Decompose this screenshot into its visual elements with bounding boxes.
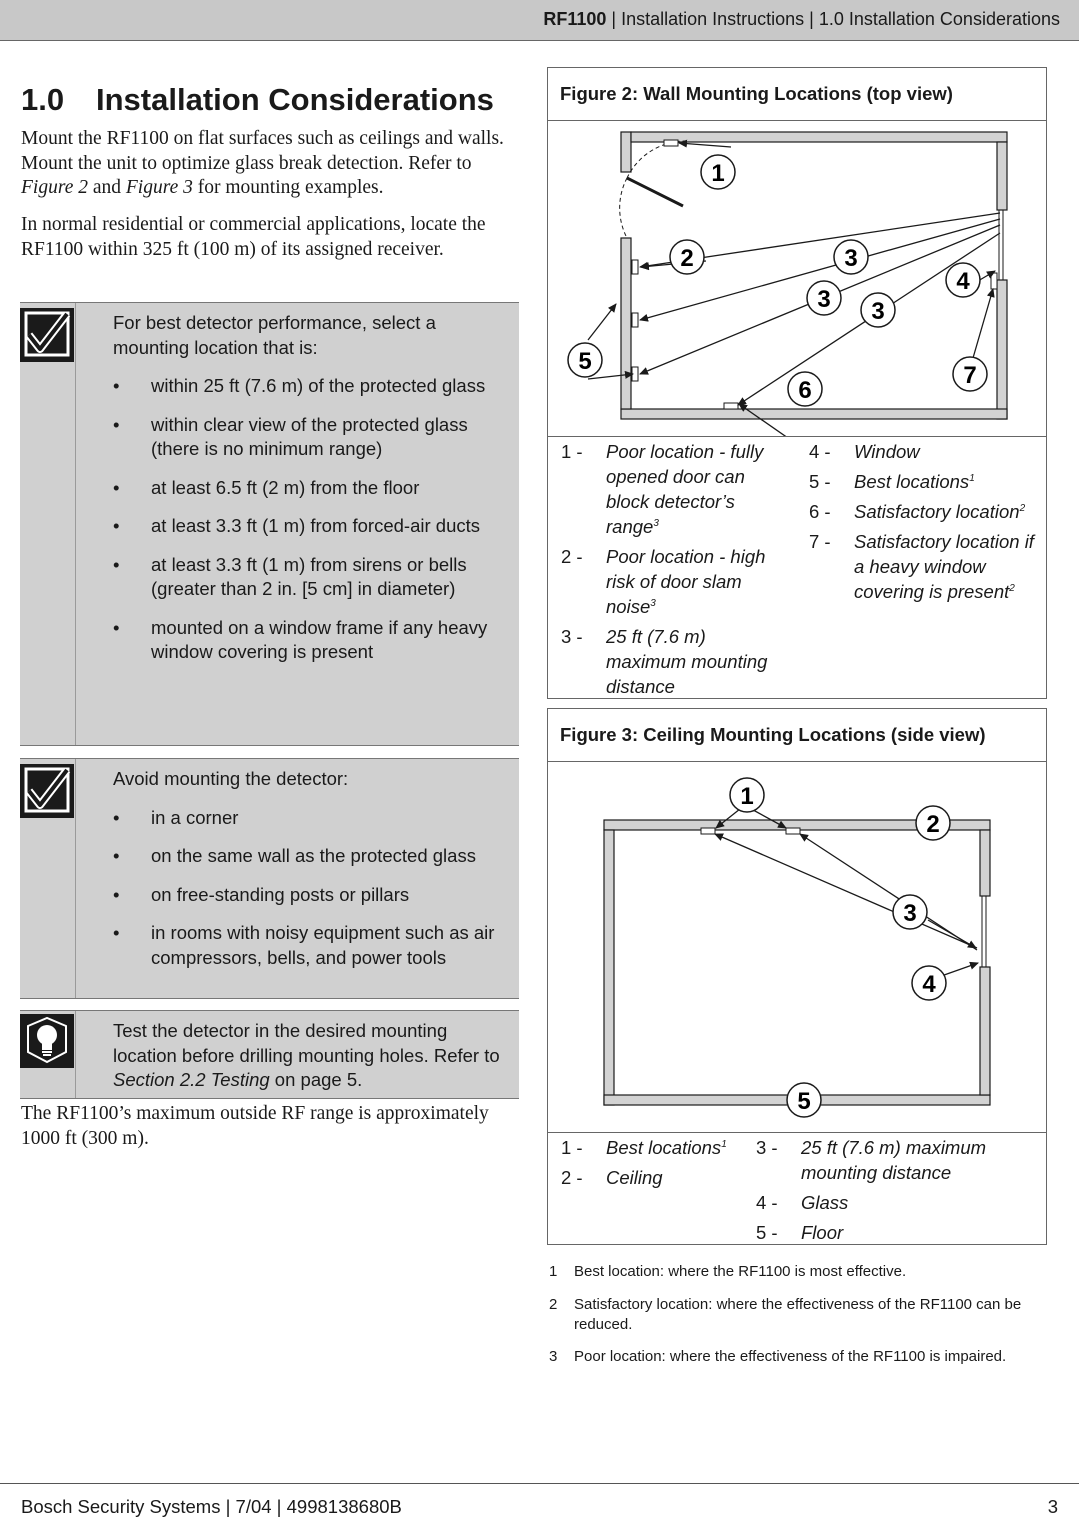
callout-2-label: 2 bbox=[680, 245, 694, 272]
legend-item bbox=[561, 544, 786, 619]
legend-item bbox=[561, 1135, 741, 1160]
callout-4-label: 4 bbox=[956, 268, 970, 295]
note-tip-text bbox=[113, 1019, 501, 1093]
callout-5 bbox=[568, 343, 602, 377]
note-tip-text-b: on page 5. bbox=[269, 1069, 363, 1090]
footnote-text: Best location: where the RF1100 is most effective. bbox=[574, 1263, 907, 1280]
legend-number: 4 - bbox=[756, 1192, 778, 1213]
list-item: • in a corner bbox=[113, 806, 501, 831]
callout-2 bbox=[916, 806, 950, 840]
list-item: • mounted on a window frame if any heavy window covering is present bbox=[113, 616, 501, 665]
callout-1-label: 1 bbox=[711, 160, 725, 187]
header-product: RF1100 bbox=[543, 9, 607, 29]
note-best-body bbox=[113, 311, 501, 679]
note-testing-tip bbox=[20, 1010, 519, 1099]
intro-p1-a: Mount the RF1100 on flat surfaces such as ceilings and walls. Mount the unit to optimize glass break detection. Refer to bbox=[21, 128, 504, 174]
divider bbox=[548, 1132, 1046, 1133]
legend-item bbox=[561, 1165, 741, 1190]
legend-text: Poor location - high risk of door slam noise bbox=[606, 546, 766, 617]
figure-2-diagram bbox=[548, 121, 1046, 436]
section-reference-link[interactable]: Section 2.2 Testing bbox=[113, 1069, 270, 1090]
list-item: • at least 6.5 ft (2 m) from the floor bbox=[113, 476, 501, 501]
callout-1 bbox=[730, 778, 764, 812]
intro-p1-b: for mounting examples. bbox=[192, 177, 384, 198]
page-number: 3 bbox=[1047, 1496, 1058, 1517]
callout-3-label: 3 bbox=[903, 900, 917, 927]
note-avoid-list bbox=[113, 806, 501, 971]
legend-text: Ceiling bbox=[606, 1167, 663, 1188]
note-avoid-lead: Avoid mounting the detector: bbox=[113, 768, 349, 789]
callout-4 bbox=[946, 263, 980, 297]
legend-item bbox=[561, 439, 786, 539]
section-title bbox=[21, 82, 494, 118]
note-icon-column bbox=[20, 759, 76, 998]
legend-number: 6 - bbox=[809, 501, 831, 522]
figure-3-reference: Figure 3 bbox=[125, 177, 193, 198]
callout-6-label: 6 bbox=[798, 377, 812, 404]
room-walls bbox=[604, 820, 990, 1105]
callout-1 bbox=[701, 155, 735, 189]
legend-text: 25 ft (7.6 m) maximum mounting distance bbox=[606, 626, 768, 697]
legend-item bbox=[809, 529, 1039, 604]
figure-3-title: Figure 3: Ceiling Mounting Locations (side view) bbox=[560, 724, 986, 745]
callout-3a-label: 3 bbox=[844, 245, 858, 272]
legend-text: Satisfactory location bbox=[854, 501, 1020, 522]
callout-3a bbox=[834, 240, 868, 274]
legend-number: 3 - bbox=[561, 626, 583, 647]
figure-3-diagram bbox=[548, 762, 1046, 1132]
range-arrows bbox=[715, 805, 978, 1103]
note-tip-body bbox=[113, 1019, 501, 1093]
callout-4 bbox=[912, 966, 946, 1000]
section-title-text: Installation Considerations bbox=[96, 82, 494, 117]
note-avoid-body bbox=[113, 767, 501, 984]
legend-text: Satisfactory location if a heavy window covering is present bbox=[854, 531, 1034, 602]
figure-3-legend-left bbox=[561, 1135, 741, 1195]
divider bbox=[548, 436, 1046, 437]
callout-5-label: 5 bbox=[797, 1088, 811, 1115]
callout-4-label: 4 bbox=[922, 971, 936, 998]
legend-number: 2 - bbox=[561, 546, 583, 567]
figure-3-legend-right bbox=[756, 1135, 1041, 1250]
note-icon-column bbox=[20, 303, 76, 745]
legend-text: Best locations bbox=[854, 471, 970, 492]
footnote-1 bbox=[549, 1262, 1049, 1282]
note-best-lead: For best detector performance, select a mounting location that is: bbox=[113, 312, 436, 358]
callout-5 bbox=[787, 1083, 821, 1117]
note-tip-text-a: Test the detector in the desired mounting location before drilling mounting holes. Refer to bbox=[113, 1020, 500, 1066]
legend-number: 5 - bbox=[809, 471, 831, 492]
note-icon-column bbox=[20, 1011, 76, 1098]
legend-number: 1 - bbox=[561, 441, 583, 462]
footnote-number: 3 bbox=[549, 1348, 558, 1365]
intro-paragraph-1 bbox=[21, 127, 521, 201]
legend-number: 4 - bbox=[809, 441, 831, 462]
legend-item bbox=[756, 1135, 1041, 1185]
legend-item bbox=[809, 469, 1039, 494]
legend-item bbox=[809, 439, 1039, 464]
callout-1-label: 1 bbox=[740, 783, 754, 810]
footnote-text: Satisfactory location: where the effectiveness of the RF1100 can be reduced. bbox=[574, 1296, 1022, 1333]
legend-text: Glass bbox=[801, 1192, 849, 1213]
intro-paragraph-2: In normal residential or commercial applications, locate the RF1100 within 325 ft (100 m) of its assigned receiver. bbox=[21, 214, 486, 260]
legend-item bbox=[756, 1190, 1041, 1215]
footnote-ref: 1 bbox=[721, 1138, 727, 1150]
figure-2-title: Figure 2: Wall Mounting Locations (top view) bbox=[560, 83, 953, 104]
footnote-ref: 3 bbox=[650, 597, 656, 609]
list-item: • in rooms with noisy equipment such as air compressors, bells, and power tools bbox=[113, 921, 501, 970]
checkbox-icon bbox=[20, 308, 74, 362]
legend-text: 25 ft (7.6 m) maximum mounting distance bbox=[801, 1137, 987, 1183]
callout-3b-label: 3 bbox=[817, 286, 831, 313]
footnote-ref: 3 bbox=[653, 517, 659, 529]
legend-text: Best locations bbox=[606, 1137, 722, 1158]
figure-3-ceiling-mounting bbox=[547, 708, 1047, 1245]
callout-5-label: 5 bbox=[578, 348, 592, 375]
footnote-2 bbox=[549, 1295, 1049, 1335]
footnote-number: 2 bbox=[549, 1296, 558, 1313]
figure-2-legend-left bbox=[561, 439, 786, 704]
window-glass bbox=[999, 210, 1003, 280]
list-item: • on the same wall as the protected glass bbox=[113, 844, 501, 869]
footnote-ref: 1 bbox=[969, 472, 975, 484]
intro-p1-and: and bbox=[87, 177, 126, 198]
legend-number: 7 - bbox=[809, 531, 831, 552]
list-item: • at least 3.3 ft (1 m) from forced-air ducts bbox=[113, 514, 501, 539]
note-best-locations bbox=[20, 302, 519, 746]
figure-2-legend-right bbox=[809, 439, 1039, 609]
callout-7-label: 7 bbox=[963, 362, 977, 389]
callout-3c-label: 3 bbox=[871, 298, 885, 325]
glass-pane bbox=[982, 896, 986, 967]
legend-item bbox=[809, 499, 1039, 524]
legend-item bbox=[561, 624, 786, 699]
footnote-text: Poor location: where the effectiveness of the RF1100 is impaired. bbox=[574, 1348, 1007, 1365]
legend-item bbox=[756, 1220, 1041, 1245]
callout-2-label: 2 bbox=[926, 811, 940, 838]
callout-3c bbox=[861, 293, 895, 327]
list-item: • within clear view of the protected glass (there is no minimum range) bbox=[113, 413, 501, 462]
footnote-ref: 2 bbox=[1009, 582, 1015, 594]
footer-text: Bosch Security Systems | 7/04 | 4998138680B bbox=[21, 1496, 402, 1517]
legend-number: 1 - bbox=[561, 1137, 583, 1158]
legend-text: Window bbox=[854, 441, 920, 462]
section-number: 1.0 bbox=[21, 82, 65, 117]
footnote-3 bbox=[549, 1347, 1049, 1367]
list-item: • on free-standing posts or pillars bbox=[113, 883, 501, 908]
callout-7 bbox=[953, 357, 987, 391]
note-avoid-locations bbox=[20, 758, 519, 999]
note-best-list bbox=[113, 374, 501, 665]
figure-2-reference: Figure 2 bbox=[21, 177, 88, 198]
legend-text: Poor location - fully opened door can block detector’s range bbox=[606, 441, 764, 537]
legend-text: Floor bbox=[801, 1222, 844, 1243]
legend-number: 5 - bbox=[756, 1222, 778, 1243]
callout-3 bbox=[893, 895, 927, 929]
callout-2 bbox=[670, 240, 704, 274]
callout-3b bbox=[807, 281, 841, 315]
list-item: • at least 3.3 ft (1 m) from sirens or bells (greater than 2 in. [5 cm] in diameter) bbox=[113, 553, 501, 602]
outro-paragraph: The RF1100’s maximum outside RF range is approximately 1000 ft (300 m). bbox=[21, 1103, 489, 1149]
footnote-number: 1 bbox=[549, 1263, 558, 1280]
legend-number: 3 - bbox=[756, 1137, 778, 1158]
figure-2-wall-mounting bbox=[547, 67, 1047, 699]
checkbox-icon bbox=[20, 764, 74, 818]
header-text bbox=[543, 9, 1060, 30]
legend-number: 2 - bbox=[561, 1167, 583, 1188]
callout-6 bbox=[788, 372, 822, 406]
running-header bbox=[0, 0, 1079, 41]
list-item: • within 25 ft (7.6 m) of the protected glass bbox=[113, 374, 501, 399]
header-rest: | Installation Instructions | 1.0 Installation Considerations bbox=[606, 9, 1060, 29]
footer-rule bbox=[0, 1483, 1079, 1484]
lightbulb-icon bbox=[20, 1014, 74, 1068]
footnote-ref: 2 bbox=[1019, 502, 1026, 514]
